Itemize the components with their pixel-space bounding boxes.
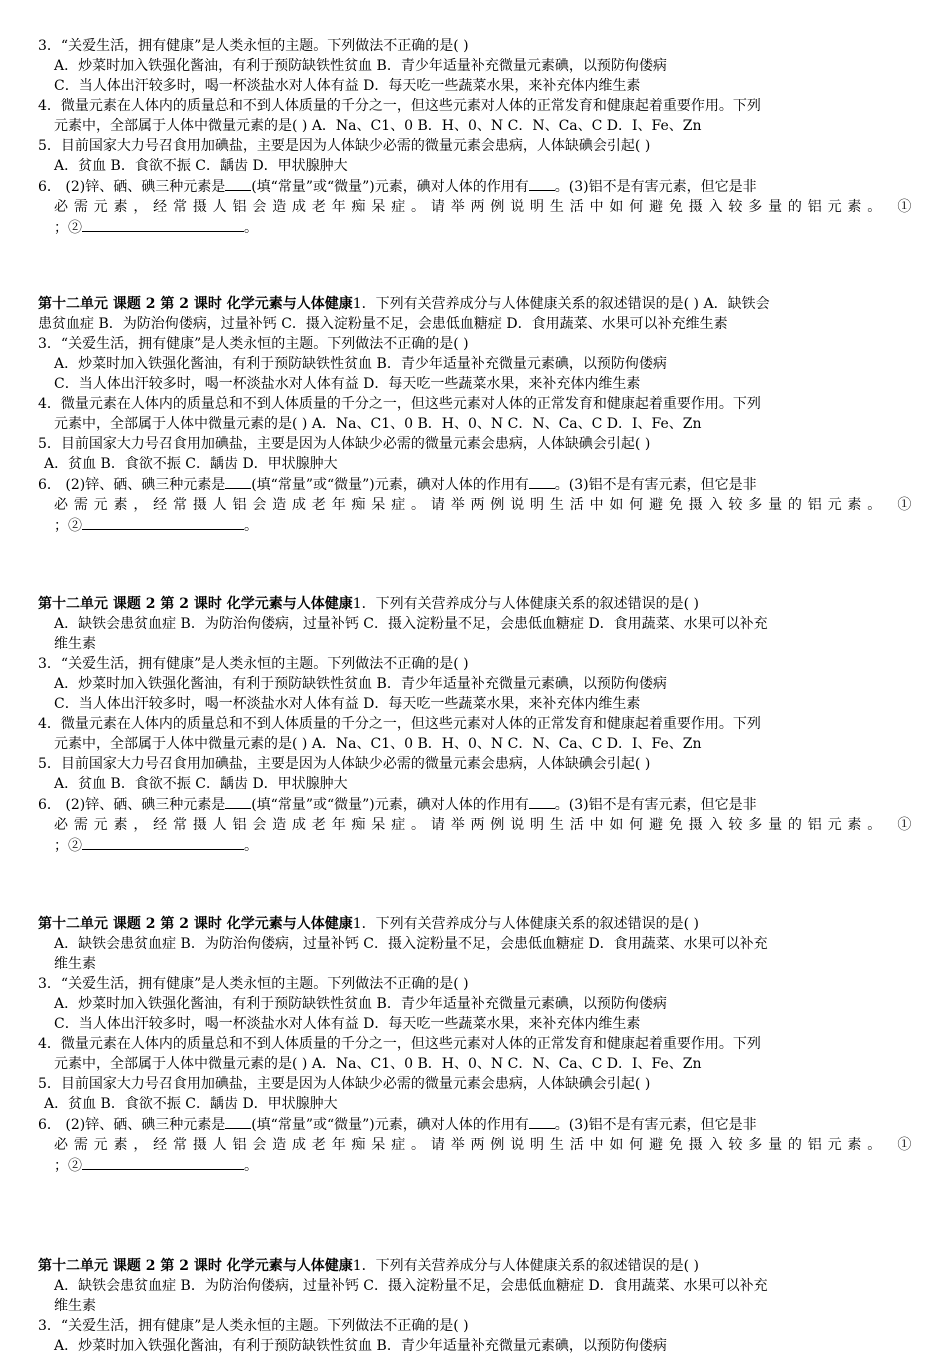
answer-blank[interactable] [529,1114,555,1129]
q6-text-b: (填“常量”或“微量”)元素，碘对人体的作用有 [251,1117,529,1133]
question-3: 3．“关爱生活，拥有健康”是人类永恒的主题。下列做法不正确的是( ) [38,1318,469,1334]
q6-text-c: 。(3)铝不是有害元素，但它是非 [554,1117,757,1133]
question-5: 5．目前国家大力号召食用加碘盐，主要是因为人体缺少必需的微量元素会患病，人体缺碘会引起( ) [38,436,651,452]
q6-text-a: 6． (2)锌、硒、碘三种元素是 [38,179,226,195]
q6-text-e: 。 [244,1158,258,1174]
section-3-header-line [38,594,912,614]
section-header: 第十二单元 课题 2 第 2 课时 化学元素与人体健康 [38,596,353,612]
answer-blank[interactable] [225,176,251,191]
question-5: 5．目前国家大力号召食用加碘盐，主要是因为人体缺少必需的微量元素会患病，人体缺碘会引起( ) [38,756,651,772]
q6-text-d: ；② [54,518,82,534]
question-4-line-1: 4．微量元素在人体内的质量总和不到人体质量的千分之一，但这些元素对人体的正常发育和健康起着重要作用。下列 [38,98,761,114]
question-6-line-3 [38,1155,912,1176]
question-1: 1．下列有关营养成分与人体健康关系的叙述错误的是( ) [352,916,700,932]
section-1 [38,36,912,238]
q6-text-b: (填“常量”或“微量”)元素，碘对人体的作用有 [251,179,529,195]
q6-text-c: 。(3)铝不是有害元素，但它是非 [554,477,757,493]
question-3-options-ab: A．炒菜时加入铁强化酱油，有利于预防缺铁性贫血 B．青少年适量补充微量元素碘，以预防佝偻病 [54,58,667,74]
q6-text-c: 。(3)铝不是有害元素，但它是非 [554,797,757,813]
answer-blank[interactable] [82,1155,244,1170]
section-header: 第十二单元 课题 2 第 2 课时 化学元素与人体健康 [38,296,353,312]
section-2 [38,294,912,536]
question-3: 3．“关爱生活，拥有健康”是人类永恒的主题。下列做法不正确的是( ) [38,38,469,54]
question-3-options-ab: A．炒菜时加入铁强化酱油，有利于预防缺铁性贫血 B．青少年适量补充微量元素碘，以预防佝偻病 [54,1338,667,1354]
answer-blank[interactable] [82,217,244,232]
question-1-options-line-1: A．缺铁会患贫血症 B．为防治佝偻病，过量补钙 C．摄入淀粉量不足，会患低血糖症 D．食用蔬菜、水果可以补充 [54,1278,768,1294]
question-6-line-2: 必需元素，经常摄人铝会造成老年痴呆症。请举两例说明生活中如何避免摄入较多量的铝元素。 ① [54,1137,912,1153]
question-3-options-cd: C．当人体出汗较多时，喝一杯淡盐水对人体有益 D．每天吃一些蔬菜水果，来补充体内维生素 [54,1016,641,1032]
q6-text-d: ；② [54,1158,82,1174]
question-5: 5．目前国家大力号召食用加碘盐，主要是因为人体缺少必需的微量元素会患病，人体缺碘会引起( ) [38,138,651,154]
question-6-line-1 [38,1114,912,1135]
q6-text-a: 6． (2)锌、硒、碘三种元素是 [38,477,226,493]
answer-blank[interactable] [529,794,555,809]
question-6-line-1 [38,794,912,815]
question-6-line-3 [38,835,912,856]
question-1: 1．下列有关营养成分与人体健康关系的叙述错误的是( ) [352,1258,700,1274]
section-5 [38,1256,912,1356]
question-4-line-2: 元素中，全部属于人体中微量元素的是( ) A．Na、C1、0 B．H、0、N C．N、Ca、C D．I、Fe、Zn [54,1056,702,1072]
question-4-line-2: 元素中，全部属于人体中微量元素的是( ) A．Na、C1、0 B．H、0、N C．N、Ca、C D．I、Fe、Zn [54,416,702,432]
question-1-options-line-1: A．缺铁会患贫血症 B．为防治佝偻病，过量补钙 C．摄入淀粉量不足，会患低血糖症 D．食用蔬菜、水果可以补充 [54,936,768,952]
q6-text-e: 。 [244,838,258,854]
q6-text-e: 。 [244,220,258,236]
question-3-options-cd: C．当人体出汗较多时，喝一杯淡盐水对人体有益 D．每天吃一些蔬菜水果，来补充体内维生素 [54,696,641,712]
answer-blank[interactable] [529,474,555,489]
question-3: 3．“关爱生活，拥有健康”是人类永恒的主题。下列做法不正确的是( ) [38,336,469,352]
question-6-line-3 [38,515,912,536]
question-4-line-2: 元素中，全部属于人体中微量元素的是( ) A．Na、C1、0 B．H、0、N C．N、Ca、C D．I、Fe、Zn [54,118,702,134]
section-2-header-line [38,294,912,314]
section-3 [38,594,912,856]
question-6-line-3 [38,217,912,238]
question-1-options-line-2: 维生素 [54,1298,96,1314]
question-5-options: A．贫血 B．食欲不振 C．龋齿 D．甲状腺肿大 [44,1096,338,1112]
question-5-options: A．贫血 B．食欲不振 C．龋齿 D．甲状腺肿大 [54,158,348,174]
question-4-line-1: 4．微量元素在人体内的质量总和不到人体质量的千分之一，但这些元素对人体的正常发育和健康起着重要作用。下列 [38,716,761,732]
question-3: 3．“关爱生活，拥有健康”是人类永恒的主题。下列做法不正确的是( ) [38,976,469,992]
answer-blank[interactable] [82,835,244,850]
question-5-options: A．贫血 B．食欲不振 C．龋齿 D．甲状腺肿大 [44,456,338,472]
section-header: 第十二单元 课题 2 第 2 课时 化学元素与人体健康 [38,1258,353,1274]
q6-text-d: ；② [54,838,82,854]
answer-blank[interactable] [225,794,251,809]
section-header: 第十二单元 课题 2 第 2 课时 化学元素与人体健康 [38,916,353,932]
question-3-options-ab: A．炒菜时加入铁强化酱油，有利于预防缺铁性贫血 B．青少年适量补充微量元素碘，以预防佝偻病 [54,996,667,1012]
question-6-line-1 [38,474,912,495]
question-1-options-line-2: 维生素 [54,956,96,972]
question-4-line-1: 4．微量元素在人体内的质量总和不到人体质量的千分之一，但这些元素对人体的正常发育和健康起着重要作用。下列 [38,1036,761,1052]
section-4 [38,914,912,1176]
question-5: 5．目前国家大力号召食用加碘盐，主要是因为人体缺少必需的微量元素会患病，人体缺碘会引起( ) [38,1076,651,1092]
question-4-line-2: 元素中，全部属于人体中微量元素的是( ) A．Na、C1、0 B．H、0、N C．N、Ca、C D．I、Fe、Zn [54,736,702,752]
question-1-inline: 1．下列有关营养成分与人体健康关系的叙述错误的是( ) A．缺铁会 [352,296,770,312]
question-6-line-2: 必需元素，经常摄人铝会造成老年痴呆症。请举两例说明生活中如何避免摄入较多量的铝元素。 ① [54,497,912,513]
q6-text-d: ；② [54,220,82,236]
answer-blank[interactable] [225,1114,251,1129]
question-6-line-2: 必需元素，经常摄人铝会造成老年痴呆症。请举两例说明生活中如何避免摄入较多量的铝元素。 ① [54,817,912,833]
q6-text-b: (填“常量”或“微量”)元素，碘对人体的作用有 [251,797,529,813]
q6-text-b: (填“常量”或“微量”)元素，碘对人体的作用有 [251,477,529,493]
question-3-options-ab: A．炒菜时加入铁强化酱油，有利于预防缺铁性贫血 B．青少年适量补充微量元素碘，以预防佝偻病 [54,676,667,692]
q6-text-c: 。(3)铝不是有害元素，但它是非 [554,179,757,195]
question-1-options-line-1: A．缺铁会患贫血症 B．为防治佝偻病，过量补钙 C．摄入淀粉量不足，会患低血糖症 D．食用蔬菜、水果可以补充 [54,616,768,632]
q6-text-e: 。 [244,518,258,534]
answer-blank[interactable] [82,515,244,530]
q6-text-a: 6． (2)锌、硒、碘三种元素是 [38,1117,226,1133]
question-3-options-cd: C．当人体出汗较多时，喝一杯淡盐水对人体有益 D．每天吃一些蔬菜水果，来补充体内维生素 [54,78,641,94]
answer-blank[interactable] [529,176,555,191]
answer-blank[interactable] [225,474,251,489]
section-4-header-line [38,914,912,934]
question-4-line-1: 4．微量元素在人体内的质量总和不到人体质量的千分之一，但这些元素对人体的正常发育和健康起着重要作用。下列 [38,396,761,412]
question-6-line-1 [38,176,912,197]
q6-text-a: 6． (2)锌、硒、碘三种元素是 [38,797,226,813]
question-1-options-line-2: 维生素 [54,636,96,652]
question-3-options-cd: C．当人体出汗较多时，喝一杯淡盐水对人体有益 D．每天吃一些蔬菜水果，来补充体内维生素 [54,376,641,392]
question-6-line-2: 必需元素，经常摄人铝会造成老年痴呆症。请举两例说明生活中如何避免摄入较多量的铝元素。 ① [54,199,912,215]
section-5-header-line [38,1256,912,1276]
question-1-options: 患贫血症 B．为防治佝偻病，过量补钙 C．摄入淀粉量不足，会患低血糖症 D．食用蔬菜、水果可以补充维生素 [38,316,728,332]
question-5-options: A．贫血 B．食欲不振 C．龋齿 D．甲状腺肿大 [54,776,348,792]
question-3: 3．“关爱生活，拥有健康”是人类永恒的主题。下列做法不正确的是( ) [38,656,469,672]
question-1: 1．下列有关营养成分与人体健康关系的叙述错误的是( ) [352,596,700,612]
question-3-options-ab: A．炒菜时加入铁强化酱油，有利于预防缺铁性贫血 B．青少年适量补充微量元素碘，以预防佝偻病 [54,356,667,372]
